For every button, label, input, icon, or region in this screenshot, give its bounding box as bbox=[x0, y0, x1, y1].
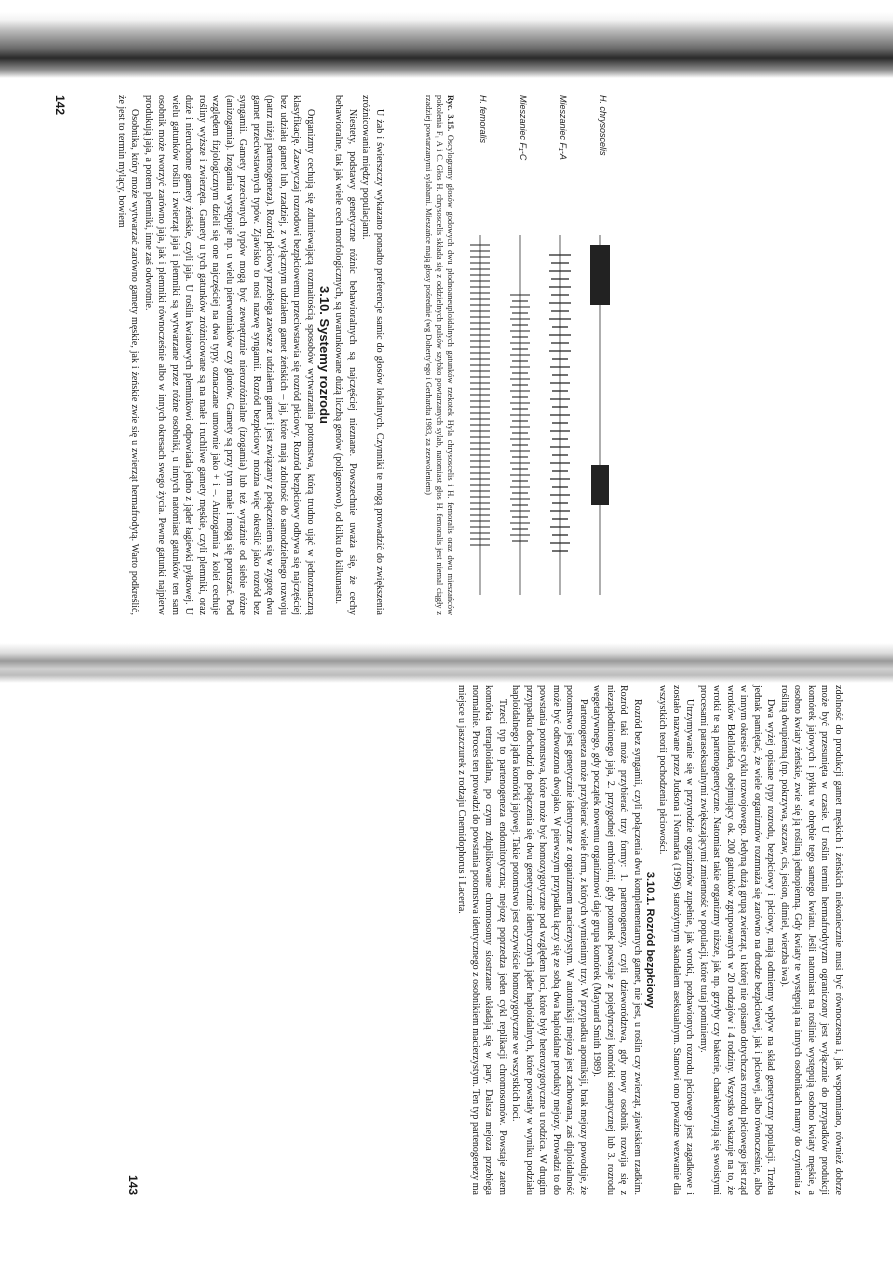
page-143 bbox=[115, 685, 845, 1195]
oscillogram-row bbox=[466, 95, 494, 615]
paragraph: Trzeci typ to partenogeneza endomitotyczna; mejozę poprzedza jeden cykl replikacji chromosomów. Powstaje zatem komórka tetraploidalna, po czym zduplikowane chromosomy siostrzane układają się w pary. Dalsza mejoza przebiega normalnie. Proces ten prowadzi do powstania potomstwa identycznego z osobnikiem macierzystym. Ten typ partenogenezy ma miejsce u jaszczurek z rodzaju Cnemidophorus i Lacerta. bbox=[456, 685, 508, 1195]
subsection-title: 3.10.1. Rozród bezpłciowy bbox=[644, 871, 656, 1009]
oscillogram-figure bbox=[400, 95, 622, 615]
paragraph: Organizmy cechują się zdumiewającą rozmaitością sposobów wytwarzania potomstwa, którą trudno ująć w jednoznaczną klasyfikację. Zazwyczaj rozrodowi bezpłciowemu przeciwstawia się rozród płciowy. Rozród bezpłciowy odbywa się najczęściej bez udziału gamet lub, rzadziej, z wyłącznym udziałem gamet żeńskich – jaj, które mają zdolność do samodzielnego rozwoju (patrz niżej partenogeneza). Rozród płciowy przebiega zawsze z udziałem gamet i jest związany z połączeniem się w zygotę dwu gamet przeciwstawnych typów. Zjawisko to nosi nazwę syngamii. Rozród bezpłciowy można więc określić jako rozród bez syngamii. Gamety przeciwnych typów mogą być zewnętrznie nierozróżnialne (izogamia) lub też wyraźnie od siebie różne (anizogamia). Izogamia występuje np. u wielu pierwotniaków czy glonów. Gamety są przy tym małe i mogą się poruszać. Pod względem fizjologicznym dzieli się one najczęściej na dwa typy, oznaczane umownie jako + i –. Anizogamia z kolei cechuje rośliny wyższe i zwierzęta. Gamety u tych gatunków zróżnicowane są na małe i ruchliwe gamety męskie, czyli plemniki, oraz duże i nieruchome gamety żeńskie, czyli jaja. U roślin kwiatowych plemnikowi odpowiada jedno z jąder łagiewki pyłkowej. U wielu gatunków roślin i zwierząt jaja i plemniki są wytwarzane przez różne osobniki, u innych natomiast gatunków ten sam osobnik może tworzyć zarówno jaja, jak i plemniki równocześnie albo w innych okresach swego życia. Pewne gatunki najpierw produkują jaja, a potem plemniki, inne zaś odwrotnie. bbox=[143, 95, 316, 615]
species-label: Mieszaniec F₁-A bbox=[558, 95, 568, 160]
caption-label: Ryc. 3.15. bbox=[446, 95, 455, 132]
body-text bbox=[115, 95, 318, 615]
page-number: 143 bbox=[126, 1174, 140, 1195]
scanner-edge-middle bbox=[0, 643, 893, 683]
paragraph: Rozród bez syngamii, czyli połączenia dwu komplementarnych gamet, nie jest, u roślin czy zwierząt, zjawiskiem rzadkim. Rozród taki może przybierać trzy formy: 1. partenogenezy, czyli dzieworództwa, gdy nowy osobnik rozwija się z niezapłodnionego jaja, 2. przygodnej embrionii, gdy potomek powstaje z pojedynczej komórki somatycznej lub 3. rozrodu wegetatywnego, gdy początek nowemu organizmowi daje grupa komórek (Maynard Smith 1989). bbox=[591, 685, 643, 1195]
paragraph: Niestety, podstawy genetyczne różnic behawioralnych są najczęściej nieznane. Powszechnie uważa się, że cechy behawioralne, tak jak wiele cech morfologicznych, są uwarunkowane dużą liczbą genów (poligenowo), od kilku do kilkunastu. bbox=[333, 95, 358, 615]
paragraph: zdolność do produkcji gamet męskich i żeńskich niekoniecznie musi być równoczesna i, jak wspomniano, również dobrze może być przesunięta w czasie. U roślin termin hermafrodytyzm ograniczony jest wyłącznie do przypadków produkcji komórek jajowych i pyłku w obrębie tego samego kwiatu. Jeśli natomiast na roślinie występują osobno kwiaty męskie, a osobno kwiaty żeńskie, zwie się ją rośliną jednopienną. Gdy kwiaty te występują na innych osobnikach mamy do czynienia z rośliną dwupienną (np. pokrzywa, szczaw, cis, jesion, dimiel, wierzba iwa). bbox=[779, 685, 844, 1195]
page-142 bbox=[52, 95, 622, 615]
oscillogram-row bbox=[546, 95, 574, 615]
species-label: Mieszaniec F₁-C bbox=[518, 95, 528, 161]
oscillogram-row bbox=[506, 95, 534, 615]
oscillogram-trace bbox=[546, 235, 574, 595]
caption-text: Oscylogramy głosów godowych dwu płodnoaneuploidalnych gatunków rzekotek Hyla chrysoscelis i H. femoralis oraz dwu mieszańców pokolenia F₁ A i C. Głos H. chrysoscelis składa się z oddzielnych pulsów szybko powtarzanych sylab, natomiast głos H. femoralis jest niemal ciągły z rzadziej powtarzanymi sylabami. Mieszańce mają głosy pośrednie (wg Doherty'ego i Gerhardta 1983, za zezwoleniem) bbox=[424, 95, 455, 615]
figure-caption bbox=[423, 95, 456, 615]
scanner-edge-top bbox=[0, 0, 893, 78]
oscillogram-trace bbox=[586, 235, 614, 595]
oscillogram-trace bbox=[466, 235, 494, 595]
body-text bbox=[455, 685, 644, 1195]
species-label: H. chrysoscelis bbox=[598, 95, 608, 156]
body-text bbox=[332, 95, 386, 615]
page-number: 142 bbox=[53, 95, 67, 116]
paragraph: U żab i świerszczy wykazano ponadto preferencje samic do głosów lokalnych. Czynniki te mogą prowadzić do zwiększenia zróżnicowania między populacjami. bbox=[360, 95, 385, 615]
oscillogram-trace bbox=[506, 235, 534, 595]
body-text bbox=[656, 685, 845, 1195]
paragraph: Osobnika, który może wytwarzać zarówno gamety męskie, jak i żeńskie zwie się u zwierząt hermafrodytą. Warto podkreślić, że jest to termin mylący, bowiem bbox=[116, 95, 141, 615]
paragraph: Dwa wyżej opisane typy rozrodu, bezpłciowy i płciowy, mają odmienny wpływ na skład genetyczny populacji. Trzeba jednak pamiętać, że wiele organizmów rozmnaża się zarówno na drodze bezpłciowej, jak i płciowej, albo równocześnie, albo w innym okresie cyklu rozwojowego. Jedyną dużą grupą zwierząt, u której nie opisano dotychczas rozrodu płciowego jest rząd wrotków Bdelloidea, obejmujący ok. 200 gatunków zgrupowanych w 20 rodzajów i 4 rodziny. Wszystko wskazuje na to, że wrotki te są partenogenetyczne. Natomiast takie organizmy niższe, jak np. grzyby czy bakterie, charakteryzują się swoistymi procesami paraseksualnymi zwiększającymi zmienność w populacji, które tutaj pominiemy. bbox=[698, 685, 777, 1195]
section-title: 3.10. Systemy rozrodu bbox=[317, 286, 332, 424]
paragraph: Partenogeneza może przybierać wiele form, z których wymienimy trzy. W przypadku apomiksji, brak mejozy powoduje, że potomstwo jest genetycznie identyczne z organizmem macierzystym. W automiksji mejoza jest zachowana, zaś diploidalność może być odtworzona dwojako. W pierwszym przypadku łączy się ze sobą dwa haploidalne produkty mejozy. Prowadzi to do powstania potomstwa, które może być homozygotyczne pod względem loci, które były heterozygotyczne u rodzica. W drugim przypadku dochodzi do połączenia się dwu genetycznie identycznych jąder haploidalnych, które powstały w wyniku podziału haploidalnego jądra komórki jajowej. Takie potomstwo jest oczywiście homozygotyczne we wszystkich loci. bbox=[510, 685, 589, 1195]
species-label: H. femoralis bbox=[478, 95, 488, 144]
paragraph: Utrzymywanie się w przyrodzie organizmów zupełnie, jak wrotki, pozbawionych rozrodu płciowego jest zagadkowe i zostało nazwane przez Judsona i Normarka (1996) starożytnym skandalem aseksualnym. Stanowi ono poważne wezwanie dla wszystkich teorii pochodzenia płciowości. bbox=[657, 685, 696, 1195]
oscillogram-row bbox=[586, 95, 614, 615]
